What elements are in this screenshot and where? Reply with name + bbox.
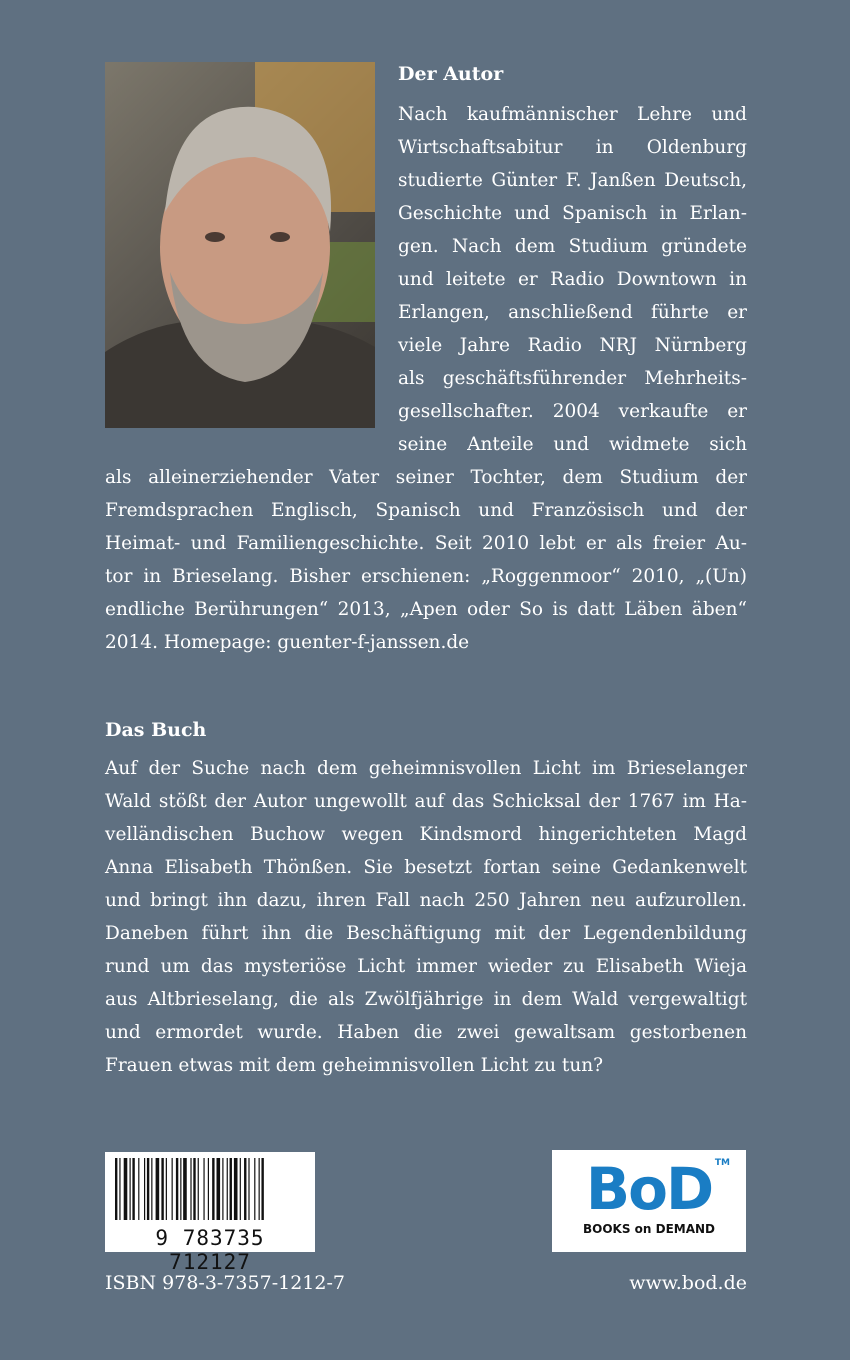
author-bio-line: Wirtschaftsabitur in Oldenburg [398,137,747,158]
barcode-bar [166,1158,167,1220]
author-bio-line: tor in Brieselang. Bisher erschienen: „Roggenmoor“ 2010, „(Un) [105,566,747,587]
barcode-bar [115,1158,117,1220]
author-bio-narrow [398,98,747,461]
barcode-bar [244,1158,246,1220]
book-text-line: Wald stößt der Autor ungewollt auf das Schicksal der 1767 im Ha- [105,791,747,812]
barcode-bar [147,1158,149,1220]
author-bio-line: studierte Günter F. Janßen Deutsch, [398,170,747,191]
barcode-bar [198,1158,199,1220]
isbn-text: ISBN 978-3-7357-1212-7 [105,1272,345,1294]
author-bio-line: seine Anteile und widmete sich [398,434,747,455]
barcode-bar [193,1158,195,1220]
book-description [105,752,747,1082]
book-text-line: und bringt ihn dazu, ihren Fall nach 250 Jahren neu aufzurollen. [105,890,747,911]
barcode-bar [234,1158,238,1220]
book-text-line: Auf der Suche nach dem geheimnisvollen Licht im Brieselanger [105,758,747,779]
author-bio-line: Fremdsprachen Englisch, Spanisch und Französisch und der [105,500,747,521]
author-heading: Der Autor [398,63,504,85]
barcode-bar [124,1158,128,1220]
barcode-bar [217,1158,221,1220]
barcode-bar [203,1158,204,1220]
barcode-bar [248,1158,249,1220]
author-bio-line: als alleinerziehender Vater seiner Tochter, dem Studium der [105,467,747,488]
author-homepage-line: 2014. Homepage: guenter-f-janssen.de [105,632,470,653]
book-text-line: Daneben führt ihn die Beschäftigung mit der Legendenbildung [105,923,747,944]
barcode-bar [227,1158,228,1220]
book-text-line: Frauen etwas mit dem geheimnisvollen Licht zu tun? [105,1055,604,1076]
barcode-bar [190,1158,191,1220]
barcode-bar [130,1158,131,1220]
book-text-line: velländischen Buchow wegen Kindsmord hingerichteten Magd [105,824,747,845]
barcode-bar [254,1158,255,1220]
author-bio-line: viele Jahre Radio NRJ Nürnberg [398,335,747,356]
barcode-bar [144,1158,145,1220]
author-bio-line: endliche Berührungen“ 2013, „Apen oder So is datt Läben äben“ [105,599,747,620]
publisher-logo [552,1150,746,1252]
barcode-bars [113,1158,307,1220]
barcode-bar [161,1158,163,1220]
author-bio-line: Heimat- und Familiengeschichte. Seit 2010 lebt er als freier Au- [105,533,747,554]
barcode-bar [259,1158,260,1220]
bod-logo-mark: BoD [585,1155,713,1223]
isbn-barcode [105,1152,315,1274]
barcode-bar [156,1158,160,1220]
barcode-bar [222,1158,223,1220]
book-text-line: rund um das mysteriöse Licht immer wieder zu Elisabeth Wieja [105,956,747,977]
barcode-bar [151,1158,152,1220]
bod-logo-tagline: BOOKS on DEMAND [582,1222,716,1236]
barcode-bar [230,1158,232,1220]
barcode-bar [138,1158,139,1220]
barcode-bar [176,1158,178,1220]
book-text-line: aus Altbrieselang, die als Zwölfjährige in dem Wald vergewaltigt [105,989,747,1010]
barcode-bar [261,1158,263,1220]
book-text-line: und ermordet wurde. Haben die zwei gewaltsam gestorbenen [105,1022,747,1043]
author-bio-line: Nach kaufmännischer Lehre und [398,104,747,125]
book-heading: Das Buch [105,719,207,741]
barcode-bar [119,1158,120,1220]
barcode-digits: 9 783735 712127 [155,1226,265,1274]
author-bio-line: und leitete er Radio Downtown in [398,269,747,290]
author-bio-wide [105,461,747,659]
barcode-bar [183,1158,187,1220]
author-photo [105,62,375,428]
barcode-bar [132,1158,134,1220]
author-bio-line: Geschichte und Spanisch in Erlan- [398,203,747,224]
author-bio-line: gesellschafter. 2004 verkaufte er [398,401,747,422]
author-portrait-illustration [105,62,375,428]
barcode-bar [240,1158,241,1220]
author-bio-line: gen. Nach dem Studium gründete [398,236,747,257]
publisher-website: www.bod.de [629,1272,747,1294]
author-bio-line: als geschäftsführender Mehrheits- [398,368,747,389]
trademark-mark: TM [714,1158,730,1168]
book-text-line: Anna Elisabeth Thönßen. Sie besetzt fortan seine Gedankenwelt [105,857,747,878]
author-bio-line: Erlangen, anschließend führte er [398,302,747,323]
barcode-bar [180,1158,181,1220]
barcode-bar [212,1158,214,1220]
barcode-bar [208,1158,209,1220]
barcode-bar [172,1158,173,1220]
